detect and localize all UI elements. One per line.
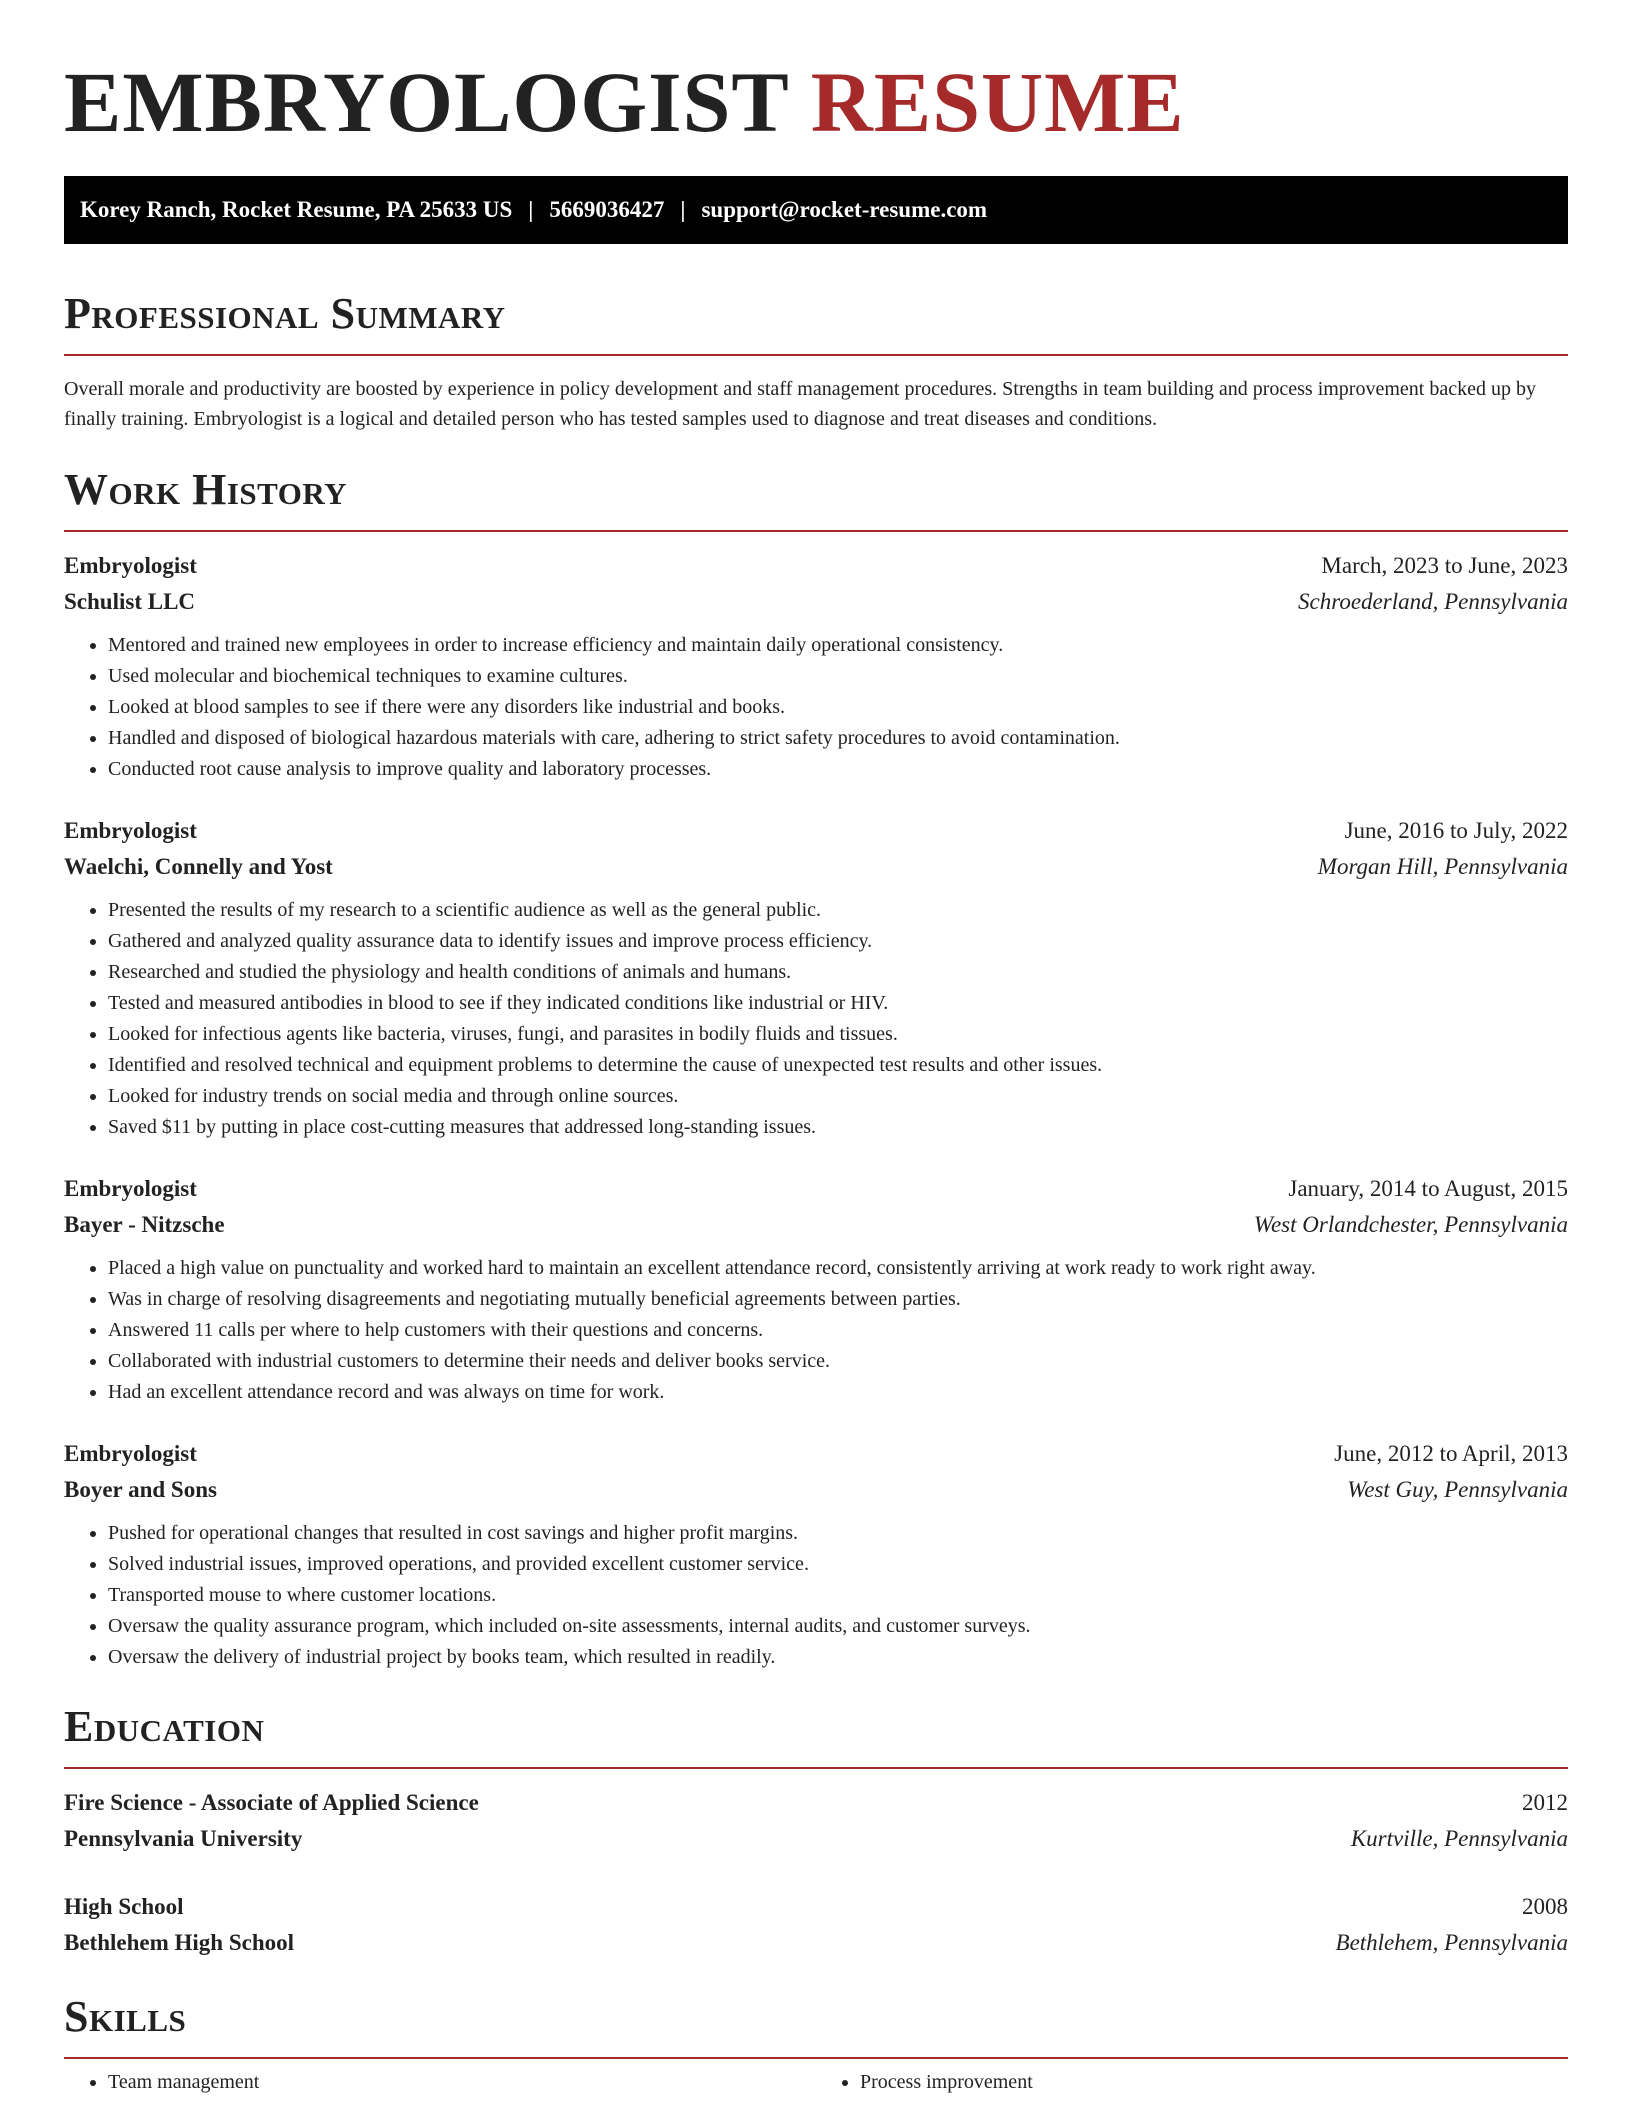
job-entry xyxy=(64,1436,1568,1673)
summary-text: Overall morale and productivity are boosted by experience in policy development and staff management procedures. Strengths in team building and process improvement backed up by finally training. Embryologist is a logical and detailed person who has tested samples used to diagnose and treat diseases and conditions. xyxy=(64,378,1536,430)
job-dates: June, 2012 to April, 2013 xyxy=(1334,1441,1568,1466)
job-bullets xyxy=(64,1518,1568,1673)
job-bullet: • Identified and resolved technical and equipment problems to determine the cause of unexpected test results and other issues. xyxy=(108,1050,1568,1081)
skills-section xyxy=(64,1989,1568,2098)
job-title: Embryologist xyxy=(64,1441,197,1466)
job-entry xyxy=(64,813,1568,1143)
job-bullet: • Saved $11 by putting in place cost-cutting measures that addressed long-standing issues. xyxy=(108,1112,1568,1143)
skills-grid xyxy=(64,2067,1568,2098)
job-company: Bayer - Nitzsche xyxy=(64,1212,225,1237)
job-bullet: • Looked for infectious agents like bacteria, viruses, fungi, and parasites in bodily fluids and tissues. xyxy=(108,1019,1568,1050)
job-bullets xyxy=(64,630,1568,785)
job-bullet: • Researched and studied the physiology and health conditions of animals and humans. xyxy=(108,957,1568,988)
title-accent: RESUME xyxy=(810,54,1185,150)
job-bullet: • Gathered and analyzed quality assurance data to identify issues and improve process efficiency. xyxy=(108,926,1568,957)
job-bullet: • Conducted root cause analysis to improve quality and laboratory processes. xyxy=(108,754,1568,785)
job-bullet: • Mentored and trained new employees in order to increase efficiency and maintain daily operational consistency. xyxy=(108,630,1568,661)
contact-separator: | xyxy=(680,197,686,222)
job-header-row xyxy=(64,1436,1568,1472)
education-degree: High School xyxy=(64,1894,184,1919)
education-entry xyxy=(64,1889,1568,1961)
education-entry xyxy=(64,1785,1568,1857)
job-bullet: • Looked for industry trends on social media and through online sources. xyxy=(108,1081,1568,1112)
job-bullet: • Oversaw the delivery of industrial project by books team, which resulted in readily. xyxy=(108,1642,1568,1673)
job-location: Schroederland, Pennsylvania xyxy=(1298,589,1568,614)
job-bullet: • Tested and measured antibodies in blood to see if they indicated conditions like industrial or HIV. xyxy=(108,988,1568,1019)
job-bullet: • Placed a high value on punctuality and worked hard to maintain an excellent attendance record, consistently arriving at work ready to work right away. xyxy=(108,1253,1568,1284)
job-location: West Guy, Pennsylvania xyxy=(1347,1477,1568,1502)
contact-separator: | xyxy=(528,197,534,222)
job-bullet: • Solved industrial issues, improved operations, and provided excellent customer service. xyxy=(108,1549,1568,1580)
job-bullet: • Handled and disposed of biological hazardous materials with care, adhering to strict safety procedures to avoid contamination. xyxy=(108,723,1568,754)
skill-item: • Team management xyxy=(108,2067,816,2098)
section-divider xyxy=(64,2057,1568,2059)
education-degree-row xyxy=(64,1889,1568,1925)
job-bullets xyxy=(64,895,1568,1143)
summary-section xyxy=(64,286,1568,434)
contact-address: Korey Ranch, Rocket Resume, PA 25633 US xyxy=(80,197,513,222)
skill-item: • Process improvement xyxy=(860,2067,1568,2098)
education-school-row xyxy=(64,1925,1568,1961)
job-bullet: • Answered 11 calls per where to help customers with their questions and concerns. xyxy=(108,1315,1568,1346)
job-bullet: • Presented the results of my research to a scientific audience as well as the general public. xyxy=(108,895,1568,926)
job-bullet: • Had an excellent attendance record and was always on time for work. xyxy=(108,1377,1568,1408)
education-location: Kurtville, Pennsylvania xyxy=(1350,1826,1568,1851)
section-heading-education: Education xyxy=(64,1702,265,1751)
job-dates: March, 2023 to June, 2023 xyxy=(1321,553,1568,578)
education-year: 2008 xyxy=(1522,1894,1568,1919)
skills-list-left xyxy=(64,2067,816,2098)
job-bullet: • Collaborated with industrial customers to determine their needs and deliver books service. xyxy=(108,1346,1568,1377)
job-header-row xyxy=(64,813,1568,849)
job-title: Embryologist xyxy=(64,1176,197,1201)
education-location: Bethlehem, Pennsylvania xyxy=(1335,1930,1568,1955)
education-degree: Fire Science - Associate of Applied Science xyxy=(64,1790,479,1815)
job-company-row xyxy=(64,1207,1568,1243)
education-year: 2012 xyxy=(1522,1790,1568,1815)
title-main: EMBRYOLOGIST xyxy=(64,54,789,150)
contact-phone[interactable]: 5669036427 xyxy=(549,197,665,222)
job-company-row xyxy=(64,584,1568,620)
job-bullet: • Pushed for operational changes that resulted in cost savings and higher profit margins. xyxy=(108,1518,1568,1549)
job-bullets xyxy=(64,1253,1568,1408)
education-school: Bethlehem High School xyxy=(64,1930,295,1955)
work-history-section xyxy=(64,462,1568,1673)
job-location: West Orlandchester, Pennsylvania xyxy=(1253,1212,1568,1237)
job-header-row xyxy=(64,1171,1568,1207)
job-dates: June, 2016 to July, 2022 xyxy=(1344,818,1568,843)
job-bullet: • Transported mouse to where customer locations. xyxy=(108,1580,1568,1611)
section-divider xyxy=(64,354,1568,356)
section-heading-summary: Professional Summary xyxy=(64,289,506,338)
skills-list-right xyxy=(816,2067,1568,2098)
job-entry xyxy=(64,548,1568,785)
job-company: Waelchi, Connelly and Yost xyxy=(64,854,333,879)
job-entry xyxy=(64,1171,1568,1408)
job-dates: January, 2014 to August, 2015 xyxy=(1288,1176,1568,1201)
job-company: Schulist LLC xyxy=(64,589,196,614)
section-heading-skills: Skills xyxy=(64,1992,187,2041)
section-heading-work-history: Work History xyxy=(64,465,348,514)
resume-title xyxy=(64,0,1568,148)
job-title: Embryologist xyxy=(64,553,197,578)
section-divider xyxy=(64,530,1568,532)
education-degree-row xyxy=(64,1785,1568,1821)
job-company: Boyer and Sons xyxy=(64,1477,217,1502)
education-section xyxy=(64,1699,1568,1961)
job-bullet: • Oversaw the quality assurance program, which included on-site assessments, internal audits, and customer surveys. xyxy=(108,1611,1568,1642)
contact-bar xyxy=(64,176,1568,244)
education-school-row xyxy=(64,1821,1568,1857)
job-location: Morgan Hill, Pennsylvania xyxy=(1317,854,1568,879)
job-header-row xyxy=(64,548,1568,584)
section-divider xyxy=(64,1767,1568,1769)
job-bullet: • Looked at blood samples to see if there were any disorders like industrial and books. xyxy=(108,692,1568,723)
job-bullet: • Used molecular and biochemical techniques to examine cultures. xyxy=(108,661,1568,692)
education-school: Pennsylvania University xyxy=(64,1826,303,1851)
job-company-row xyxy=(64,849,1568,885)
job-company-row xyxy=(64,1472,1568,1508)
contact-email[interactable]: support@rocket-resume.com xyxy=(701,197,988,222)
job-title: Embryologist xyxy=(64,818,197,843)
job-bullet: • Was in charge of resolving disagreements and negotiating mutually beneficial agreements between parties. xyxy=(108,1284,1568,1315)
